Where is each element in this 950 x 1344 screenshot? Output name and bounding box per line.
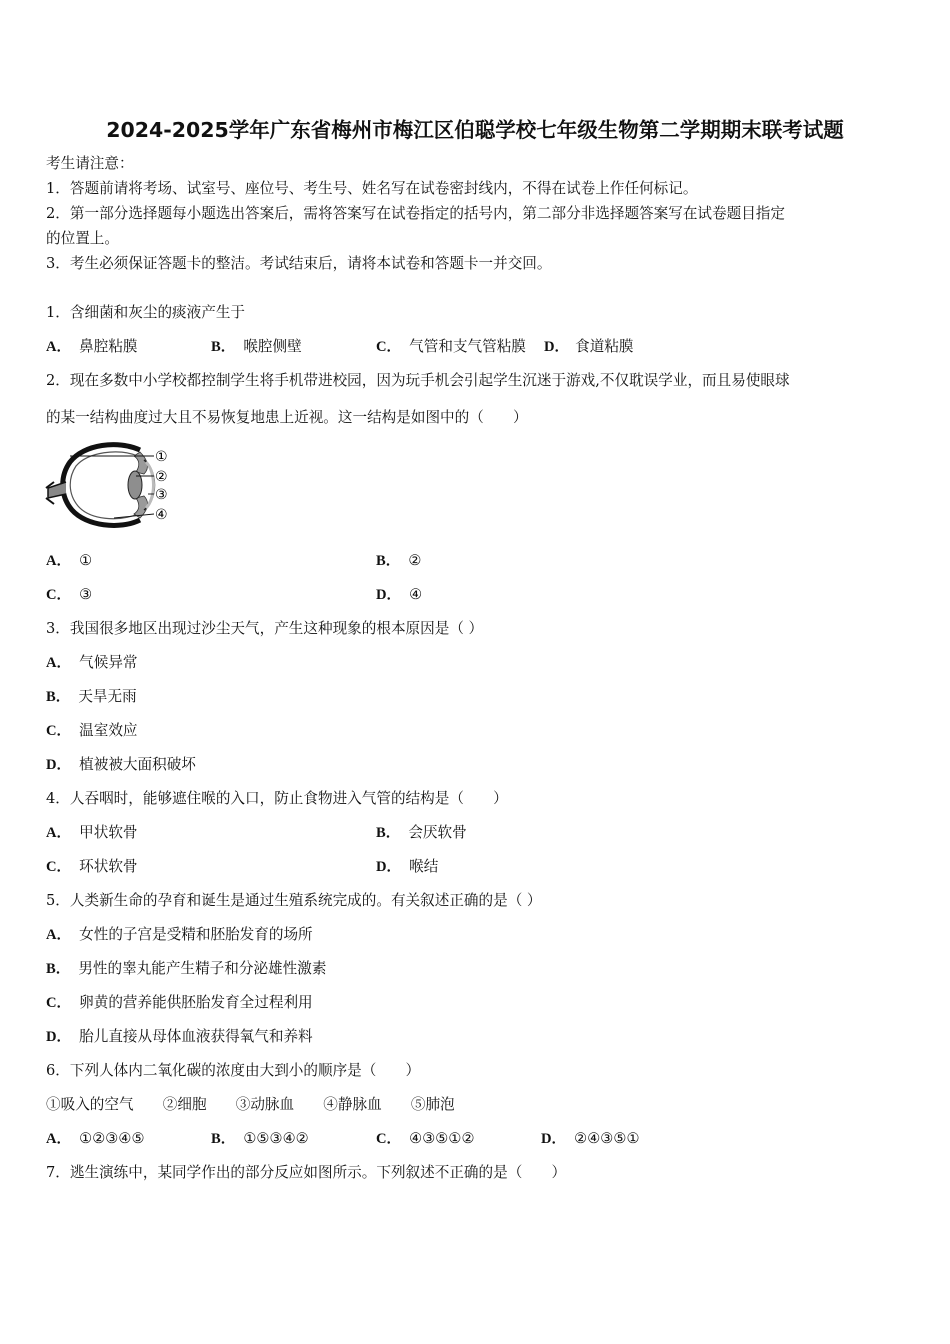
option-text: 喉结	[409, 858, 439, 875]
q1-option-b	[211, 335, 302, 356]
option-label: C．	[46, 587, 72, 603]
q6-option-a	[46, 1127, 145, 1148]
eye-label-2: ②	[155, 469, 168, 485]
option-text: 食道粘膜	[575, 338, 634, 355]
option-text: 气候异常	[79, 654, 138, 671]
q6-items: ①吸入的空气 ②细胞 ③动脉血 ④静脉血 ⑤肺泡	[46, 1096, 455, 1113]
q1-option-a	[46, 335, 138, 356]
q1-option-d	[544, 335, 634, 356]
notice-item-1: 1．答题前请将考场、试室号、座位号、考生号、姓名写在试卷密封线内，不得在试卷上作任何标记。	[46, 180, 698, 197]
option-text: ①②③④⑤	[79, 1130, 145, 1147]
q2-option-c	[46, 583, 92, 604]
option-label: C．	[46, 995, 72, 1011]
option-label: A．	[46, 927, 72, 943]
option-text: ④③⑤①②	[409, 1130, 475, 1147]
notice-heading: 考生请注意：	[46, 155, 134, 172]
q3-stem: 3．我国很多地区出现过沙尘天气，产生这种现象的根本原因是（ ）	[46, 620, 484, 637]
option-label: C．	[46, 723, 72, 739]
q5-option-d	[46, 1025, 313, 1046]
option-text: 环状软骨	[79, 858, 138, 875]
option-label: B．	[376, 553, 401, 569]
option-label: C．	[376, 1131, 402, 1147]
option-label: C．	[46, 859, 72, 875]
q2-option-a	[46, 549, 92, 570]
option-text: 会厌软骨	[408, 824, 467, 841]
q3-option-a	[46, 651, 138, 672]
q5-option-a	[46, 923, 313, 944]
option-text: ①	[79, 552, 93, 569]
q3-option-c	[46, 719, 138, 740]
notice-item-3: 3．考生必须保证答题卡的整洁。考试结束后，请将本试卷和答题卡一并交回。	[46, 255, 552, 272]
q6-stem: 6．下列人体内二氧化碳的浓度由大到小的顺序是（ ）	[46, 1062, 421, 1079]
option-label: D．	[46, 1029, 72, 1045]
q5-option-b	[46, 957, 326, 978]
option-text: 卵黄的营养能供胚胎发育全过程利用	[79, 994, 313, 1011]
option-text: 男性的睾丸能产生精子和分泌雄性激素	[78, 960, 327, 977]
q6-option-d	[541, 1127, 640, 1148]
option-label: D．	[46, 757, 72, 773]
q6-option-c	[376, 1127, 475, 1148]
q4-option-c	[46, 855, 138, 876]
option-text: 甲状软骨	[79, 824, 138, 841]
q4-option-d	[376, 855, 438, 876]
q2-stem-line-1: 2．现在多数中小学校都控制学生将手机带进校园，因为玩手机会引起学生沉迷于游戏,不仅耽误学业，而且易使眼球	[46, 372, 790, 389]
eyeball-diagram	[44, 438, 174, 530]
option-text: 气管和支气管粘膜	[409, 338, 526, 355]
option-label: D．	[544, 339, 570, 355]
option-text: ③	[79, 586, 93, 603]
option-label: A．	[46, 825, 72, 841]
option-label: A．	[46, 553, 72, 569]
option-label: A．	[46, 655, 72, 671]
eye-label-4: ④	[155, 507, 168, 523]
option-text: 天旱无雨	[78, 688, 137, 705]
option-label: D．	[376, 587, 402, 603]
q3-option-d	[46, 753, 196, 774]
q2-option-d	[376, 583, 422, 604]
option-label: D．	[541, 1131, 567, 1147]
q4-option-a	[46, 821, 138, 842]
q1-option-c	[376, 335, 526, 356]
option-text: 植被被大面积破坏	[79, 756, 196, 773]
option-text: 胎儿直接从母体血液获得氧气和养料	[79, 1028, 313, 1045]
q4-stem: 4．人吞咽时，能够遮住喉的入口，防止食物进入气管的结构是（ ）	[46, 790, 508, 807]
notice-item-2-cont: 的位置上。	[46, 230, 119, 247]
notice-item-2: 2．第一部分选择题每小题选出答案后，需将答案写在试卷指定的括号内，第二部分非选择题答案写在试卷题目指定	[46, 205, 785, 222]
option-label: B．	[211, 339, 236, 355]
q1-stem: 1．含细菌和灰尘的痰液产生于	[46, 304, 246, 321]
option-text: ④	[409, 586, 423, 603]
option-label: B．	[46, 689, 71, 705]
q5-option-c	[46, 991, 313, 1012]
option-text: 女性的子宫是受精和胚胎发育的场所	[79, 926, 313, 943]
option-text: 温室效应	[79, 722, 138, 739]
option-label: B．	[211, 1131, 236, 1147]
option-text: ①⑤③④②	[243, 1130, 309, 1147]
option-label: D．	[376, 859, 402, 875]
q2-stem-line-2: 的某一结构曲度过大且不易恢复地患上近视。这一结构是如图中的（ ）	[46, 409, 528, 426]
option-text: ②④③⑤①	[574, 1130, 640, 1147]
eye-label-1: ①	[155, 449, 168, 465]
option-label: B．	[46, 961, 71, 977]
option-label: C．	[376, 339, 402, 355]
option-label: A．	[46, 339, 72, 355]
eye-label-3: ③	[155, 487, 168, 503]
q5-stem: 5．人类新生命的孕育和诞生是通过生殖系统完成的。有关叙述正确的是（ ）	[46, 892, 542, 909]
option-label: B．	[376, 825, 401, 841]
option-text: 鼻腔粘膜	[79, 338, 138, 355]
q2-option-b	[376, 549, 421, 570]
option-label: A．	[46, 1131, 72, 1147]
q3-option-b	[46, 685, 137, 706]
option-text: 喉腔侧壁	[243, 338, 302, 355]
q7-stem: 7．逃生演练中，某同学作出的部分反应如图所示。下列叙述不正确的是（ ）	[46, 1164, 567, 1181]
page-title: 2024-2025学年广东省梅州市梅江区伯聪学校七年级生物第二学期期末联考试题	[106, 118, 844, 142]
q6-option-b	[211, 1127, 309, 1148]
option-text: ②	[408, 552, 422, 569]
q4-option-b	[376, 821, 467, 842]
